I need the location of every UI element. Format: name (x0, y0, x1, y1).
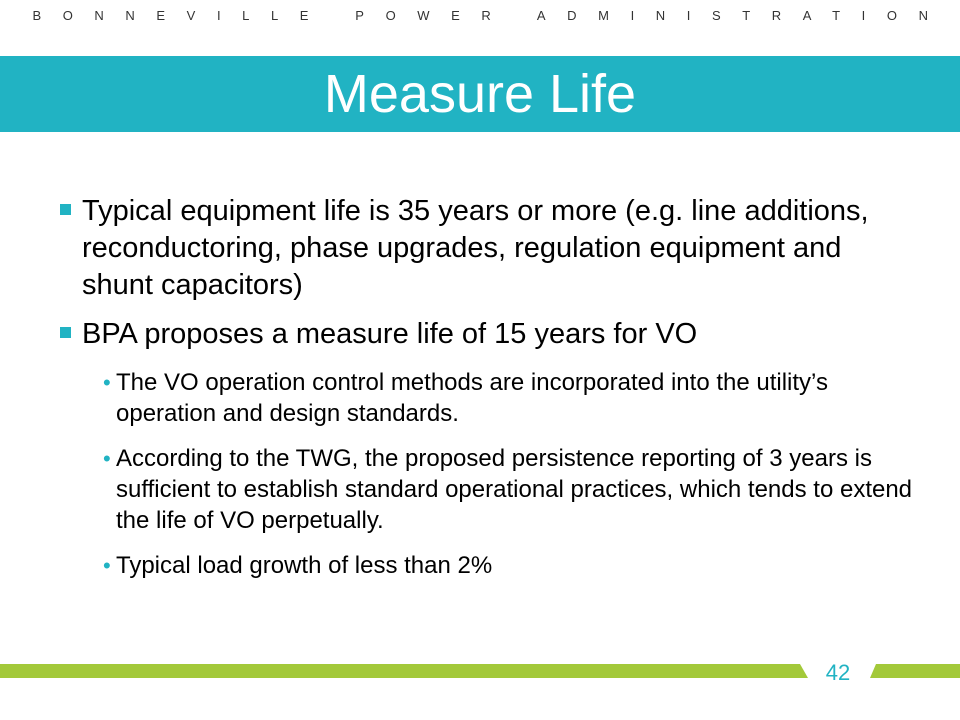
slide-content (60, 193, 920, 595)
bullet-text: Typical equipment life is 35 years or more (e.g. line additions, reconductoring, phase upgrades, regulation equipment and shunt capacitors) (82, 195, 869, 301)
organization-header: BONNEVILLE POWER ADMINISTRATION (32, 8, 950, 23)
sub-bullet-text: The VO operation control methods are incorporated into the utility’s operation and design standards. (116, 369, 828, 427)
bullet-item (60, 316, 920, 353)
dot-bullet-icon: • (103, 446, 111, 471)
dot-bullet-icon: • (103, 553, 111, 578)
bullet-item (60, 193, 920, 304)
sub-bullet-text: According to the TWG, the proposed persistence reporting of 3 years is sufficient to establish standard operational practices, which tends to extend the life of VO perpetually. (116, 445, 913, 534)
sub-bullet-item (60, 443, 920, 536)
slide-title: Measure Life (323, 64, 637, 124)
bullet-text: BPA proposes a measure life of 15 years for VO (82, 318, 698, 350)
sub-bullet-item (60, 367, 920, 429)
footer-rule-right (870, 664, 960, 678)
dot-bullet-icon: • (103, 370, 111, 395)
sub-bullet-text: Typical load growth of less than 2% (116, 552, 493, 579)
square-bullet-icon (60, 327, 71, 338)
square-bullet-icon (60, 204, 71, 215)
footer-rule-left (0, 664, 808, 678)
sub-bullet-item (60, 550, 920, 581)
page-number: 42 (825, 660, 851, 685)
